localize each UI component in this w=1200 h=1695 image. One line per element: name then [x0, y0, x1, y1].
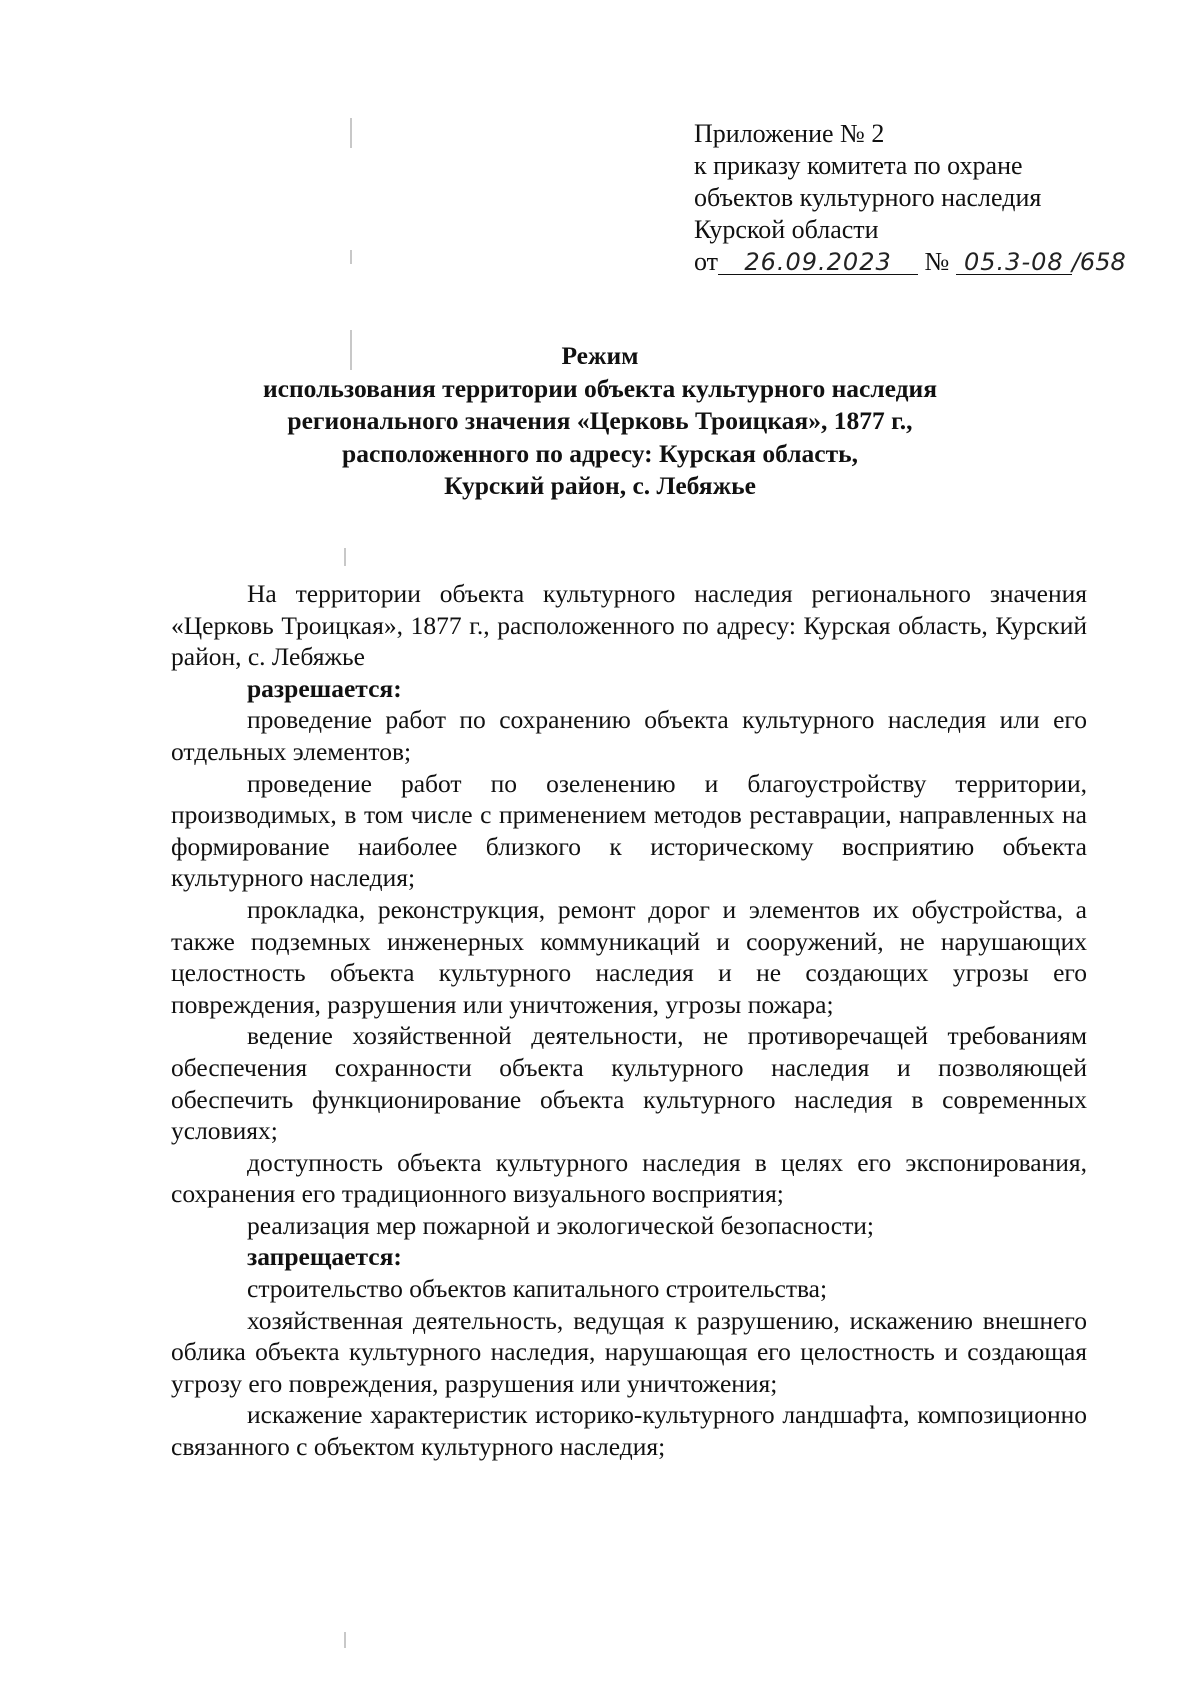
number-sign: № — [924, 247, 950, 276]
handwritten-number: 05.3-08 — [956, 250, 1072, 275]
forbidden-heading: запрещается: — [247, 1242, 402, 1272]
appendix-line: к приказу комитета по охране — [694, 151, 1023, 180]
intro-paragraph: На территории объекта культурного наследия регионального значения «Церковь Троицкая», 1877 г., расположенного по адресу: Курская область, Курский район, с. Лебяжье — [171, 579, 1087, 672]
allowed-item: прокладка, реконструкция, ремонт дорог и элементов их обустройства, а также подземных инженерных коммуникаций и сооружений, не нарушающих целостность объекта культурного наследия и не создающих угрозы его повреждения, разрушения или уничтожения, угрозы пожара; — [171, 894, 1087, 1019]
scan-artifact — [344, 548, 346, 566]
scan-artifact — [350, 250, 352, 264]
allowed-item: проведение работ по сохранению объекта культурного наследия или его отдельных элементов; — [171, 705, 1087, 766]
forbidden-item: хозяйственная деятельность, ведущая к разрушению, искажению внешнего облика объекта культурного наследия, нарушающая его целостность и создающая угрозу его повреждения, разрушения или уничтожения; — [171, 1305, 1087, 1398]
appendix-line: Курской области — [694, 215, 879, 244]
allowed-item: реализация мер пожарной и экологической безопасности; — [247, 1210, 874, 1240]
title-line: использования территории объекта культурного наследия — [262, 373, 938, 403]
appendix-line: Приложение № 2 — [694, 119, 885, 148]
allowed-heading: разрешается: — [247, 673, 402, 703]
order-date-line — [694, 246, 1164, 278]
allowed-item: доступность объекта культурного наследия в целях его экспонирования, сохранения его традиционного визуального восприятия; — [171, 1147, 1087, 1209]
allowed-item: ведение хозяйственной деятельности, не противоречащей требованиям обеспечения сохранности объекта культурного наследия и позволяющей обеспечить функционирование объекта культурного наследия в современных условиях; — [171, 1021, 1087, 1146]
appendix-line: объектов культурного наследия — [694, 183, 1042, 212]
handwritten-number-suffix: /658 — [1071, 248, 1126, 276]
forbidden-item: искажение характеристик историко-культурного ландшафта, композиционно связанного с объектом культурного наследия; — [171, 1400, 1087, 1462]
title-line: Курский район, с. Лебяжье — [444, 471, 756, 500]
title-line: Режим — [561, 341, 639, 370]
handwritten-date: 26.09.2023 — [718, 250, 918, 275]
scan-artifact — [344, 1632, 346, 1648]
allowed-item: проведение работ по озеленению и благоустройству территории, производимых, в том числе с применением методов реставрации, направленных на формирование наиболее близкого к историческому восприятию объекта культурного наследия; — [171, 768, 1087, 893]
title-line: регионального значения «Церковь Троицкая», 1877 г., — [287, 406, 913, 435]
title-line: расположенного по адресу: Курская область, — [342, 438, 858, 468]
document-body — [171, 578, 1087, 1463]
date-prefix: от — [694, 247, 719, 276]
scan-artifact — [350, 118, 352, 148]
document-title — [150, 340, 1050, 503]
appendix-header — [694, 118, 1164, 278]
forbidden-item: строительство объектов капитального строительства; — [247, 1274, 828, 1304]
